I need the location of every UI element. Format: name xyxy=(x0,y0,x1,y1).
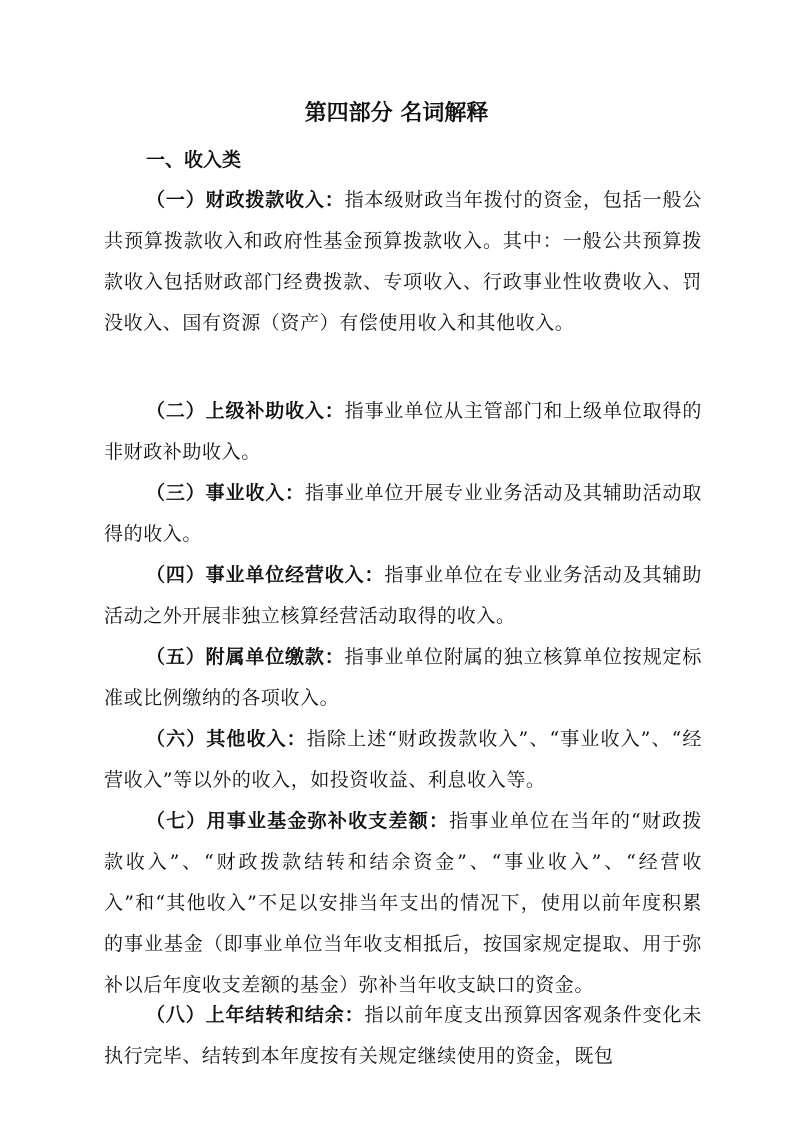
definition-text: 指以前年度支出预算因客观条件变化未执行完毕、结转到本年度按有关规定继续使用的资金，既包 xyxy=(104,1004,702,1067)
definition-term: （二）上级补助收入： xyxy=(146,400,345,422)
definition-paragraph xyxy=(104,473,702,555)
definition-term: （四）事业单位经营收入： xyxy=(146,564,385,586)
definition-term: （六）其他收入： xyxy=(146,728,307,750)
page-title: 第四部分 名词解释 xyxy=(304,101,489,126)
definition-text: 指事业单位在专业业务活动及其辅助活动之外开展非独立核算经营活动取得的收入。 xyxy=(104,564,703,627)
definition-paragraph xyxy=(104,995,702,1077)
definition-term: （七）用事业基金弥补收支差额： xyxy=(146,810,450,832)
definition-text: 指除上述“财政拨款收入”、“事业收入”、“经营收入”等以外的收入，如投资收益、利息收入等。 xyxy=(104,728,702,791)
definition-text: 指本级财政当年拨付的资金，包括一般公共预算拨款收入和政府性基金预算拨款收入。其中：一般公共预算拨款收入包括财政部门经费拨款、专项收入、行政事业性收费收入、罚没收入、国有资源（资产）有偿使用收入和其他收入。 xyxy=(104,189,702,334)
definition-paragraph xyxy=(104,801,702,1006)
definition-term: （八）上年结转和结余： xyxy=(146,1004,365,1026)
definition-term: （一）财政拨款收入： xyxy=(146,189,345,211)
definition-text: 指事业单位从主管部门和上级单位取得的非财政补助收入。 xyxy=(104,400,702,463)
definition-paragraph xyxy=(104,719,702,801)
definition-paragraph xyxy=(104,180,702,344)
section-heading: 一、收入类 xyxy=(146,149,242,171)
definition-paragraph xyxy=(104,391,702,473)
definition-paragraph xyxy=(104,637,702,719)
definition-text: 指事业单位在当年的“财政拨款收入”、“财政拨款结转和结余资金”、“事业收入”、“经营收入”和“其他收入”不足以安排当年支出的情况下，使用以前年度积累的事业基金（即事业单位当年收支相抵后，按国家规定提取、用于弥补以后年度收支差额的基金）弥补当年收支缺口的资金。 xyxy=(104,810,702,996)
definition-paragraph xyxy=(104,555,702,637)
definition-text: 指事业单位附属的独立核算单位按规定标准或比例缴纳的各项收入。 xyxy=(104,646,702,709)
definition-term: （三）事业收入： xyxy=(146,482,305,504)
definition-term: （五）附属单位缴款： xyxy=(146,646,345,668)
definition-text: 指事业单位开展专业业务活动及其辅助活动取得的收入。 xyxy=(104,482,702,545)
